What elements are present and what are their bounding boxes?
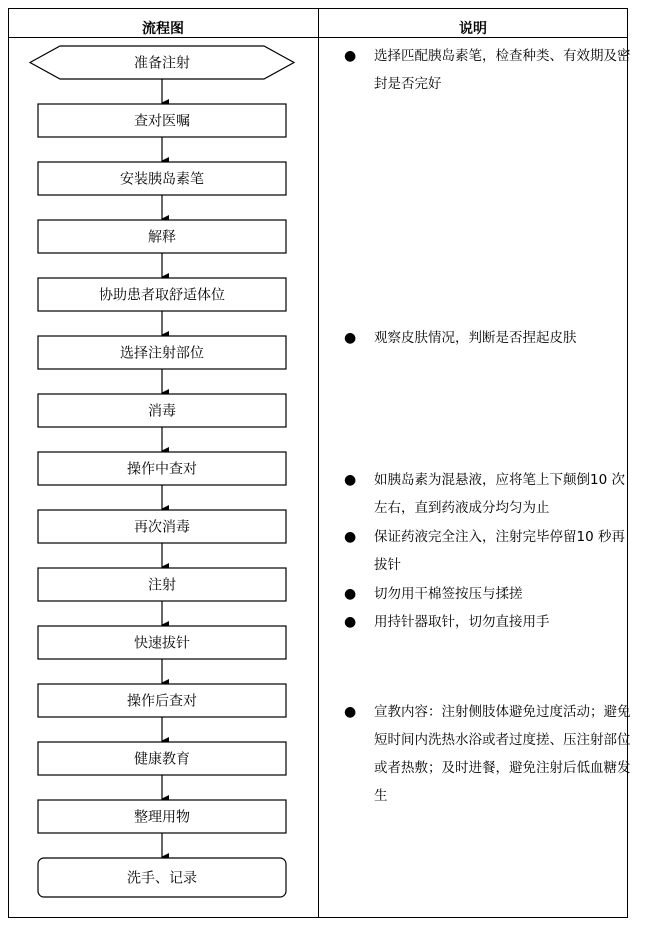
table-frame	[8, 8, 631, 918]
flow-step-label: 查对医嘱	[134, 113, 190, 130]
flow-step-label: 注射	[148, 577, 176, 594]
note-item-4	[344, 523, 632, 579]
flow-step-label: 再次消毒	[134, 519, 190, 536]
flow-step-label: 健康教育	[134, 751, 190, 768]
flow-step-label: 操作中查对	[127, 461, 197, 478]
note-item-6	[344, 608, 632, 636]
flow-step-label: 解释	[148, 229, 176, 246]
note-item-7	[344, 698, 632, 810]
flow-step-9	[38, 510, 286, 543]
flow-step-14	[38, 800, 286, 833]
note-text: 观察皮肤情况，判断是否捏起皮肤	[374, 330, 577, 346]
bullet-dot-icon: ●	[344, 330, 357, 346]
flow-step-6	[38, 336, 286, 369]
notes-column-header: 说明	[459, 21, 487, 37]
flow-step-12	[38, 684, 286, 717]
note-text: 切勿用干棉签按压与揉搓	[374, 586, 523, 602]
flow-step-2	[38, 104, 286, 137]
bullet-dot-icon: ●	[344, 586, 357, 602]
flow-step-11	[38, 626, 286, 659]
bullet-dot-icon: ●	[344, 48, 357, 64]
flow-step-label: 协助患者取舒适体位	[99, 287, 225, 304]
flow-step-label: 选择注射部位	[120, 345, 204, 362]
bullet-dot-icon: ●	[344, 614, 357, 630]
note-item-5	[344, 580, 632, 608]
flowchart	[8, 38, 318, 918]
flow-step-label: 消毒	[148, 403, 176, 420]
note-text: 用持针器取针，切勿直接用手	[374, 614, 550, 630]
bullet-dot-icon: ●	[344, 472, 357, 488]
flow-step-3	[38, 162, 286, 195]
flow-step-4	[38, 220, 286, 253]
flowchart-column-header: 流程图	[142, 21, 184, 37]
flow-step-label: 准备注射	[134, 55, 190, 72]
flow-step-label: 安装胰岛素笔	[120, 171, 204, 188]
bullet-dot-icon: ●	[344, 704, 357, 720]
note-item-2	[344, 324, 632, 352]
flow-step-15	[38, 858, 286, 897]
flow-step-5	[38, 278, 286, 311]
note-item-1	[344, 42, 632, 98]
note-text: 宣教内容：注射侧肢体避免过度活动；避免短时间内洗热水浴或者过度搓、压注射部位或者热敷；及时进餐，避免注射后低血糖发生	[374, 704, 631, 804]
flow-step-8	[38, 452, 286, 485]
note-item-3	[344, 466, 632, 522]
note-text: 保证药液完全注入，注射完毕停留10 秒再拔针	[374, 529, 625, 573]
flow-step-10	[38, 568, 286, 601]
note-text: 选择匹配胰岛素笔，检查种类、有效期及密封是否完好	[374, 48, 631, 92]
bullet-dot-icon: ●	[344, 529, 357, 545]
flow-step-label: 整理用物	[134, 809, 190, 826]
flow-step-label: 操作后查对	[127, 693, 197, 710]
flow-step-7	[38, 394, 286, 427]
flow-step-label: 洗手、记录	[127, 870, 197, 887]
flow-step-1	[30, 46, 294, 79]
flow-step-13	[38, 742, 286, 775]
flow-step-label: 快速拔针	[134, 635, 190, 652]
note-text: 如胰岛素为混悬液，应将笔上下颠倒10 次左右，直到药液成分均匀为止	[374, 472, 625, 516]
